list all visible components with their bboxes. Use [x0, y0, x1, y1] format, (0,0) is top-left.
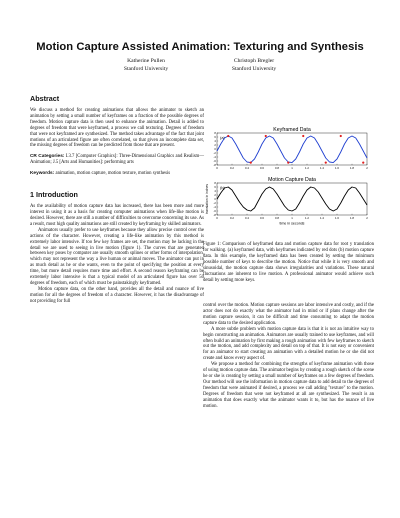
y-tick-label: -6	[213, 160, 216, 163]
cr-categories	[30, 154, 204, 166]
keyframe-dot	[227, 135, 229, 137]
x-tick-label: 1.8	[350, 166, 354, 170]
x-tick-label: 1.6	[335, 166, 339, 170]
x-tick-label: 1	[291, 166, 293, 170]
y-tick-label: -4	[213, 206, 216, 209]
keyframe-dot	[302, 135, 304, 137]
y-tick-label: -2	[213, 152, 216, 155]
y-axis-label: translation in inches	[205, 184, 209, 214]
y-tick-label: -4	[213, 156, 216, 159]
cr-label: CR Categories:	[30, 154, 65, 160]
x-tick-label: 1.6	[335, 216, 339, 220]
x-tick-label: 2	[366, 166, 368, 170]
intro-paragraph-2: Animators usually prefer to use keyframes because they allow precise control over the actions of the character. However, creating a life-like animation by this method is extremely labor intensive. If too few key frames are set, the motion may be lacking in the detail we are used to seeing in live motion (figure 1). The curves that are generated between key poses by computer are usually smooth splines or other forms of interpolation, which may not represent the way a live human or animal moves. The animator can put in as much detail as he or she wants, even to the point of specifying the position at every time, but more detail requires more time and effort. A second reason keyframing can be extremely labor intensive is that a typical model of an articulated figure has over 50 degrees of freedom, each of which must be painstakingly keyframed.	[30, 227, 204, 287]
y-tick-label: 6	[214, 136, 216, 139]
panel-label: (b)	[220, 185, 225, 190]
abstract-text: We discuss a method for creating animations that allows the animator to sketch an animation by setting a small number of keyframes on a fraction of the possible degrees of freedom. Motion capture data is then used to enhance the animation. Detail is added to degrees of freedom that were keyframed, a process we call texturing. Degrees of freedom that were not keyframed are synthesized. The method takes advantage of the fact that joint motions of an articulated figure are often correlated, so that given an incomplete data set, the missing degrees of freedom can be predicted from those that are present.	[30, 107, 204, 149]
author-name: Christoph Bregler	[233, 58, 275, 64]
x-tick-label: 0	[216, 216, 218, 220]
y-tick-label: -8	[213, 164, 216, 167]
abstract-heading: Abstract	[30, 94, 60, 103]
y-tick-label: 4	[214, 190, 216, 193]
cr-text: I.3.7 [Computer Graphics]: Three-Dimensional Graphics and Realism—Animation; J.5 [Arts and Humanities]: performing arts	[30, 154, 204, 166]
keywords-label: Keywords:	[30, 171, 55, 177]
author-2	[214, 58, 294, 74]
y-tick-label: 0	[214, 148, 216, 151]
plot-frame	[217, 183, 367, 215]
y-tick-label: 6	[214, 186, 216, 189]
author-name: Katherine Pullen	[127, 58, 165, 64]
keyframe-dot	[325, 162, 327, 164]
figure-1-caption: Figure 1: Comparison of keyframed data and motion capture data for root y translation for walking. (a) keyframed data, with keyframes indicated by red dots (b) motion capture data. In this example, the keyframed data has been created by setting the minimum possible number of keys to describe the motion. Notice that while it is very smooth and sinusoidal, the motion capture data shows irregularities and variations. These natural fluctuations are inherent to live motion. A professional animator would achieve such detail by setting more keys.	[203, 242, 374, 283]
intro-paragraph-1: As the availability of motion capture data has increased, there has been more and more interest in using it as a basis for creating computer animations when life-like motion is desired. However, there are still a number of difficulties to overcome concerning its use. As a result, most high quality animations are still created by keyframing by skilled animators.	[30, 204, 204, 227]
keywords	[30, 171, 204, 177]
x-tick-label: 1.2	[305, 166, 309, 170]
keywords-text: animation, motion capture, motion texture, motion synthesis	[55, 171, 171, 177]
x-tick-label: 0	[216, 166, 218, 170]
y-tick-label: 0	[214, 198, 216, 201]
author-1	[106, 58, 186, 74]
x-tick-label: 1.4	[320, 166, 324, 170]
x-tick-label: 0.6	[260, 216, 264, 220]
x-tick-label: 1.2	[305, 216, 309, 220]
series-line	[217, 187, 367, 211]
keyframe-dot	[265, 135, 267, 137]
author-affiliation: Stanford University	[231, 65, 277, 72]
keyframe-dot	[250, 162, 252, 164]
x-axis-label: time in seconds	[279, 221, 305, 226]
x-tick-label: 2	[366, 216, 368, 220]
keyframe-dot	[362, 162, 364, 164]
y-tick-label: -6	[213, 210, 216, 213]
author-block	[0, 58, 400, 74]
y-tick-label: 8	[214, 132, 216, 135]
author-affiliation: Stanford University	[123, 65, 169, 72]
x-tick-label: 0.2	[230, 216, 234, 220]
figure-1-charts	[203, 125, 374, 233]
right-paragraph-1: control over the motion. Motion capture sessions are labor intensive and costly, and if the actor does not do exactly what the animator had in mind or if plans change after the motion capture session, it can be difficult and time consuming to adapt the motion capture data to the desired application.	[203, 303, 374, 326]
right-column-body	[203, 303, 374, 410]
right-paragraph-2: A more subtle problem with motion capture data is that it is not an intuitive way to begin constructing an animation. Animators are usually trained to use keyframes, and will often build an animation by first making a rough animation with few keyframes to sketch out the motion, and add complexity and detail on top of that. It is not easy or convenient for an animator to start creating an animation with a detailed motion he or she did not create and know every aspect of.	[203, 326, 374, 362]
x-tick-label: 0.8	[275, 216, 279, 220]
figure-1	[203, 125, 374, 233]
keyframe-dot	[287, 162, 289, 164]
x-tick-label: 0.6	[260, 166, 264, 170]
y-tick-label: -8	[213, 214, 216, 217]
chart-title: Keyframed Data	[273, 127, 311, 133]
plot-frame	[217, 133, 367, 165]
x-tick-label: 0.2	[230, 166, 234, 170]
keyframe-dot	[340, 135, 342, 137]
y-tick-label: 2	[214, 194, 216, 197]
y-tick-label: 2	[214, 144, 216, 147]
panel-label: (a)	[220, 135, 225, 140]
x-tick-label: 0.8	[275, 166, 279, 170]
intro-heading: 1 Introduction	[30, 190, 78, 200]
y-tick-label: 8	[214, 182, 216, 185]
paper-title: Motion Capture Assisted Animation: Texturing and Synthesis	[36, 41, 364, 53]
y-tick-label: -2	[213, 202, 216, 205]
intro-paragraph-3: Motion capture data, on the other hand, provides all the detail and nuance of live motion for all the degrees of freedom of a character. However, it has the disadvantage of not providing for full	[30, 286, 204, 304]
left-column	[30, 96, 204, 305]
x-tick-label: 1.4	[320, 216, 324, 220]
x-tick-label: 1.8	[350, 216, 354, 220]
x-tick-label: 0.4	[245, 166, 249, 170]
chart-title: Motion Capture Data	[268, 177, 316, 183]
x-tick-label: 1	[291, 216, 293, 220]
y-tick-label: 4	[214, 140, 216, 143]
x-tick-label: 0.4	[245, 216, 249, 220]
right-paragraph-3: We propose a method for combining the strengths of keyframe animation with those of using motion capture data. The animator begins by creating a rough sketch of the scene he or she is creating by setting a small number of keyframes on a few degrees of freedom. Our method will use the information in motion capture data to add detail to the degrees of freedom that were animated if desired, a process we call adding "texture" to the motion. Degrees of freedom that were not keyframed at all are synthesized. The result is an animation that does exactly what the animator wants it to, but has the nuance of live motion.	[203, 362, 374, 409]
series-line	[217, 136, 367, 163]
